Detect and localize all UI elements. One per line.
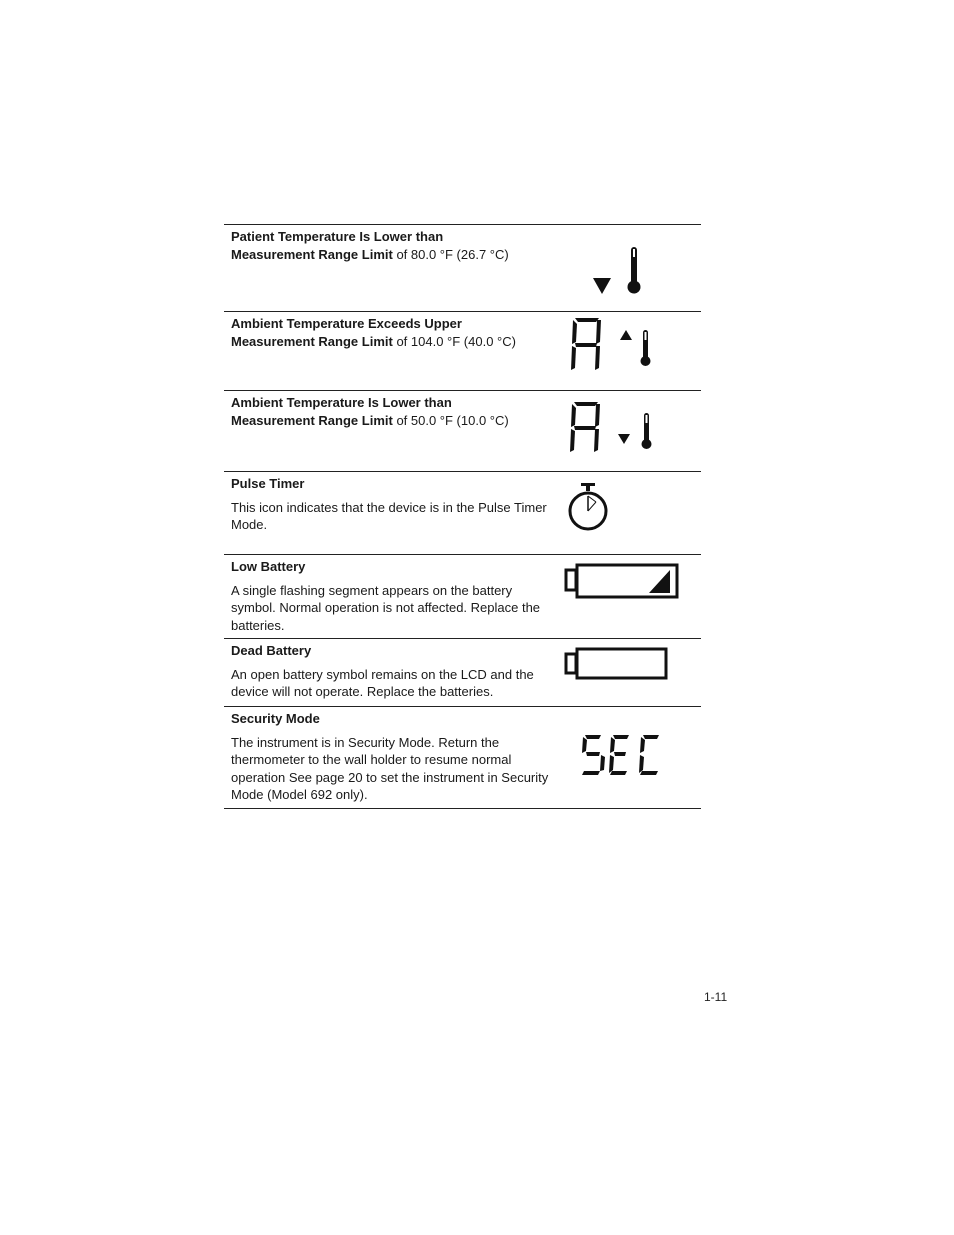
row-text	[231, 710, 551, 804]
row-title: Security Mode	[231, 711, 320, 726]
row-title: Ambient Temperature Is Lower than	[231, 395, 452, 410]
table-row	[224, 312, 701, 391]
table-row	[224, 472, 701, 555]
row-title: Patient Temperature Is Lower than	[231, 229, 444, 244]
table-row	[224, 555, 701, 639]
table-row	[224, 707, 701, 809]
row-heading	[231, 228, 551, 263]
table-row	[224, 391, 701, 472]
row-description: An open battery symbol remains on the LCD and the device will not operate. Replace the batteries.	[231, 666, 534, 699]
row-title: Low Battery	[231, 559, 306, 574]
ambient-up-icon	[569, 316, 659, 374]
dead-battery-icon	[564, 646, 670, 682]
row-title: Pulse Timer	[231, 476, 305, 491]
row-text	[231, 558, 551, 634]
low-battery-icon	[564, 563, 680, 601]
row-title: Measurement Range Limit	[231, 333, 393, 349]
row-text	[231, 475, 551, 534]
ambient-down-icon	[569, 397, 659, 455]
row-description: A single flashing segment appears on the battery symbol. Normal operation is not affected. Replace the batteries.	[231, 582, 541, 633]
row-title: Measurement Range Limit	[231, 246, 393, 262]
row-description: This icon indicates that the device is in the Pulse Timer Mode.	[231, 499, 547, 532]
row-text	[231, 642, 551, 701]
status-icon-table	[224, 224, 701, 809]
page-number: 1-11	[704, 990, 728, 1004]
row-range: of 104.0 °F (40.0 °C)	[392, 333, 516, 349]
row-title: Ambient Temperature Exceeds Upper	[231, 316, 462, 331]
row-heading	[231, 394, 551, 429]
security-mode-icon	[581, 733, 667, 777]
row-range: of 50.0 °F (10.0 °C)	[392, 412, 509, 428]
row-heading	[231, 315, 551, 350]
row-range: of 80.0 °F (26.7 °C)	[392, 246, 509, 262]
thermometer-down-icon	[589, 243, 649, 298]
row-title: Measurement Range Limit	[231, 412, 393, 428]
row-title: Dead Battery	[231, 643, 312, 658]
stopwatch-icon	[566, 482, 611, 534]
table-row	[224, 639, 701, 707]
row-description: The instrument is in Security Mode. Return the thermometer to the wall holder to resume normal operation See page 20 to set the instrument in Security Mode (Model 692 only).	[231, 734, 549, 802]
table-row	[224, 225, 701, 312]
